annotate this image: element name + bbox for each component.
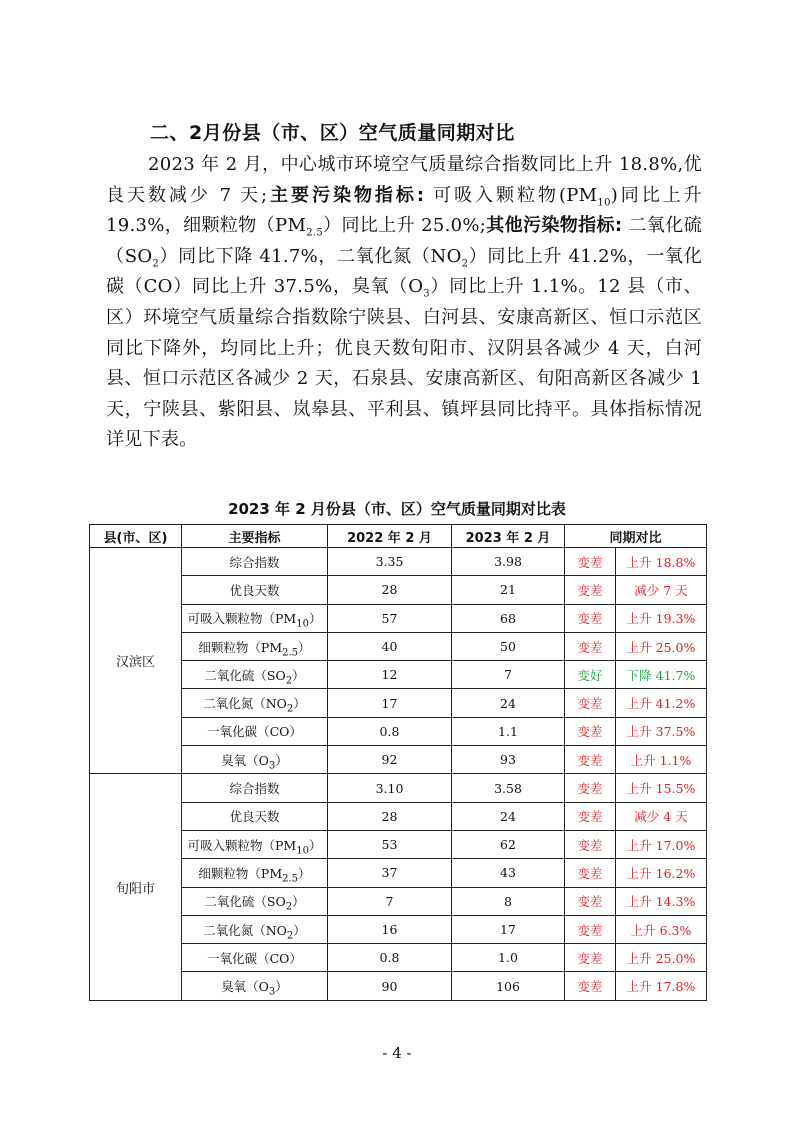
indicator-label: 臭氧（O (221, 752, 269, 768)
status-cell: 变差 (565, 915, 616, 943)
para-subscript: 10 (597, 197, 611, 209)
value-2022-cell: 17 (328, 689, 452, 717)
indicator-cell (182, 944, 328, 972)
value-2023-cell: 24 (452, 802, 565, 830)
status-cell: 变差 (565, 802, 616, 830)
indicator-subscript: 10 (296, 845, 309, 857)
para-subscript: 2 (461, 258, 469, 270)
change-cell: 减少 7 天 (616, 576, 707, 604)
value-2023-cell: 8 (452, 887, 565, 915)
air-quality-table (89, 524, 707, 1001)
indicator-tail: ） (298, 639, 311, 655)
value-2023-cell: 50 (452, 632, 565, 660)
indicator-label: 可吸入颗粒物（PM (187, 837, 297, 853)
header-indicator: 主要指标 (182, 525, 328, 548)
value-2023-cell: 3.58 (452, 774, 565, 802)
table-row (90, 717, 707, 745)
value-2022-cell: 16 (328, 915, 452, 943)
change-cell: 减少 4 天 (616, 802, 707, 830)
indicator-cell (182, 746, 328, 774)
change-cell: 上升 6.3% (616, 915, 707, 943)
indicator-subscript: 2 (285, 675, 293, 687)
indicator-label: 优良天数 (229, 809, 280, 825)
indicator-cell (182, 802, 328, 830)
value-2023-cell: 43 (452, 859, 565, 887)
indicator-label: 一氧化碳（CO） (207, 950, 302, 966)
indicator-cell (182, 661, 328, 689)
table-row (90, 746, 707, 774)
table-row (90, 661, 707, 689)
status-cell: 变差 (565, 746, 616, 774)
indicator-tail: ） (298, 865, 311, 881)
value-2022-cell: 90 (328, 972, 452, 1000)
indicator-subscript: 3 (268, 986, 276, 998)
indicator-subscript: 2 (286, 703, 294, 715)
indicator-cell (182, 632, 328, 660)
value-2022-cell: 12 (328, 661, 452, 689)
value-2022-cell: 57 (328, 604, 452, 632)
status-cell: 变差 (565, 632, 616, 660)
indicator-label: 可吸入颗粒物（PM (187, 611, 297, 627)
value-2022-cell: 28 (328, 576, 452, 604)
status-cell: 变差 (565, 689, 616, 717)
value-2023-cell: 7 (452, 661, 565, 689)
value-2022-cell: 3.35 (328, 548, 452, 576)
status-cell: 变差 (565, 604, 616, 632)
indicator-cell (182, 774, 328, 802)
indicator-label: 二氧化硫（SO (204, 667, 286, 683)
indicator-tail: ） (275, 979, 288, 995)
indicator-tail: ） (292, 667, 305, 683)
indicator-subscript: 10 (296, 618, 309, 630)
status-cell: 变差 (565, 548, 616, 576)
change-cell: 上升 19.3% (616, 604, 707, 632)
change-cell: 下降 41.7% (616, 661, 707, 689)
para-subscript: 3 (423, 288, 430, 300)
table-row (90, 859, 707, 887)
para-subscript: 2.5 (306, 227, 324, 239)
change-cell: 上升 15.5% (616, 774, 707, 802)
table-header-row (90, 525, 707, 548)
indicator-cell (182, 576, 328, 604)
indicator-label: 一氧化碳（CO） (207, 724, 302, 740)
indicator-label: 二氧化硫（SO (204, 894, 286, 910)
para-text: 可吸入颗粒物(PM (424, 184, 598, 206)
indicator-subscript: 2.5 (282, 873, 299, 885)
value-2022-cell: 3.10 (328, 774, 452, 802)
table-row (90, 774, 707, 802)
indicator-cell (182, 915, 328, 943)
value-2023-cell: 17 (452, 915, 565, 943)
indicator-cell (182, 604, 328, 632)
table-row (90, 915, 707, 943)
value-2023-cell: 68 (452, 604, 565, 632)
indicator-cell (182, 859, 328, 887)
status-cell: 变差 (565, 887, 616, 915)
indicator-cell (182, 689, 328, 717)
indicator-tail: ） (308, 611, 322, 627)
indicator-tail: ） (292, 894, 305, 910)
para-text: 二氧化硫（SO (106, 215, 702, 267)
change-cell: 上升 41.2% (616, 689, 707, 717)
table-row (90, 887, 707, 915)
para-text: ）同比上升 25.0%; (323, 215, 487, 237)
para-text: )同比上升 19.3%，细颗粒物（PM (106, 184, 702, 237)
value-2023-cell: 1.0 (452, 944, 565, 972)
value-2022-cell: 37 (328, 859, 452, 887)
status-cell: 变差 (565, 774, 616, 802)
value-2023-cell: 106 (452, 972, 565, 1000)
change-cell: 上升 14.3% (616, 887, 707, 915)
header-2023: 2023 年 2 月 (452, 525, 565, 548)
table-row (90, 944, 707, 972)
para-text: ）同比上升 41.2%，一氧化碳（CO）同比上升 37.5%，臭氧（O (106, 245, 703, 298)
indicator-label: 综合指数 (229, 554, 280, 570)
para-bold-main-pollutants: 主要污染物指标: (267, 184, 425, 206)
change-cell: 上升 18.8% (616, 548, 707, 576)
change-cell: 上升 17.8% (616, 972, 707, 1000)
value-2023-cell: 1.1 (452, 717, 565, 745)
header-county: 县(市、区) (90, 525, 182, 548)
indicator-cell (182, 717, 328, 745)
indicator-cell (182, 548, 328, 576)
para-text: ）同比下降 41.7%，二氧化氮（NO (159, 245, 462, 267)
table-row (90, 576, 707, 604)
indicator-subscript: 2.5 (282, 647, 299, 659)
value-2022-cell: 92 (328, 746, 452, 774)
value-2022-cell: 0.8 (328, 944, 452, 972)
indicator-label: 细颗粒物（PM (198, 639, 283, 655)
value-2023-cell: 93 (452, 746, 565, 774)
status-cell: 变差 (565, 830, 616, 858)
page-number: - 4 - (382, 1044, 412, 1062)
table-row (90, 689, 707, 717)
header-comparison: 同期对比 (565, 525, 707, 548)
indicator-tail: ） (293, 696, 306, 712)
indicator-subscript: 2 (285, 901, 293, 913)
table-row (90, 972, 707, 1000)
status-cell: 变差 (565, 717, 616, 745)
section-heading: 二、2月份县（市、区）空气质量同期对比 (150, 122, 515, 144)
change-cell: 上升 37.5% (616, 717, 707, 745)
change-cell: 上升 1.1% (616, 746, 707, 774)
value-2023-cell: 24 (452, 689, 565, 717)
para-bold-other-pollutants: 其他污染物指标: (486, 215, 623, 237)
table-row (90, 632, 707, 660)
change-cell: 上升 16.2% (616, 859, 707, 887)
summary-paragraph (106, 150, 702, 456)
indicator-cell (182, 830, 328, 858)
indicator-tail: ） (308, 837, 322, 853)
indicator-label: 综合指数 (229, 781, 280, 797)
status-cell: 变差 (565, 944, 616, 972)
indicator-subscript: 3 (268, 760, 276, 772)
indicator-label: 二氧化氮（NO (203, 696, 287, 712)
indicator-cell (182, 972, 328, 1000)
status-cell: 变差 (565, 972, 616, 1000)
change-cell: 上升 17.0% (616, 830, 707, 858)
value-2022-cell: 40 (328, 632, 452, 660)
indicator-cell (182, 887, 328, 915)
indicator-label: 细颗粒物（PM (198, 865, 283, 881)
value-2022-cell: 7 (328, 887, 452, 915)
county-cell: 汉滨区 (90, 548, 182, 774)
indicator-tail: ） (275, 752, 288, 768)
table-title: 2023 年 2 月份县（市、区）空气质量同期对比表 (228, 500, 566, 518)
indicator-label: 臭氧（O (221, 979, 269, 995)
value-2023-cell: 3.98 (452, 548, 565, 576)
value-2023-cell: 21 (452, 576, 565, 604)
value-2023-cell: 62 (452, 830, 565, 858)
status-cell: 变差 (565, 859, 616, 887)
table-row (90, 830, 707, 858)
table-row (90, 548, 707, 576)
table-row (90, 802, 707, 830)
indicator-subscript: 2 (286, 930, 294, 941)
para-subscript: 2 (152, 258, 160, 270)
change-cell: 上升 25.0% (616, 944, 707, 972)
para-text: ）同比上升 1.1%。12 县（市、区）环境空气质量综合指数除宁陕县、白河县、安康高新区、恒口示范区同比下降外，均同比上升；优良天数旬阳市、汉阴县各减少 4 天，白河县、恒口示范区各减少 2 天，石泉县、安康高新区、旬阳高新区各减少 1 天，宁陕县、紫阳县、岚皋县、平利县、镇坪县同比持平。具体指标情况详见下表。 (106, 276, 702, 451)
status-cell: 变好 (565, 661, 616, 689)
header-2022: 2022 年 2 月 (328, 525, 452, 548)
status-cell: 变差 (565, 576, 616, 604)
county-cell: 旬阳市 (90, 774, 182, 1000)
indicator-tail: ） (293, 922, 306, 938)
para-text: 2023 年 2 月，中心城市环境空气质量综合指数同比上升 18.8%,优良天数减少 7 天; (106, 154, 702, 206)
indicator-label: 优良天数 (229, 582, 280, 598)
value-2022-cell: 28 (328, 802, 452, 830)
table-row (90, 604, 707, 632)
change-cell: 上升 25.0% (616, 632, 707, 660)
value-2022-cell: 53 (328, 830, 452, 858)
indicator-label: 二氧化氮（NO (203, 922, 287, 938)
value-2022-cell: 0.8 (328, 717, 452, 745)
